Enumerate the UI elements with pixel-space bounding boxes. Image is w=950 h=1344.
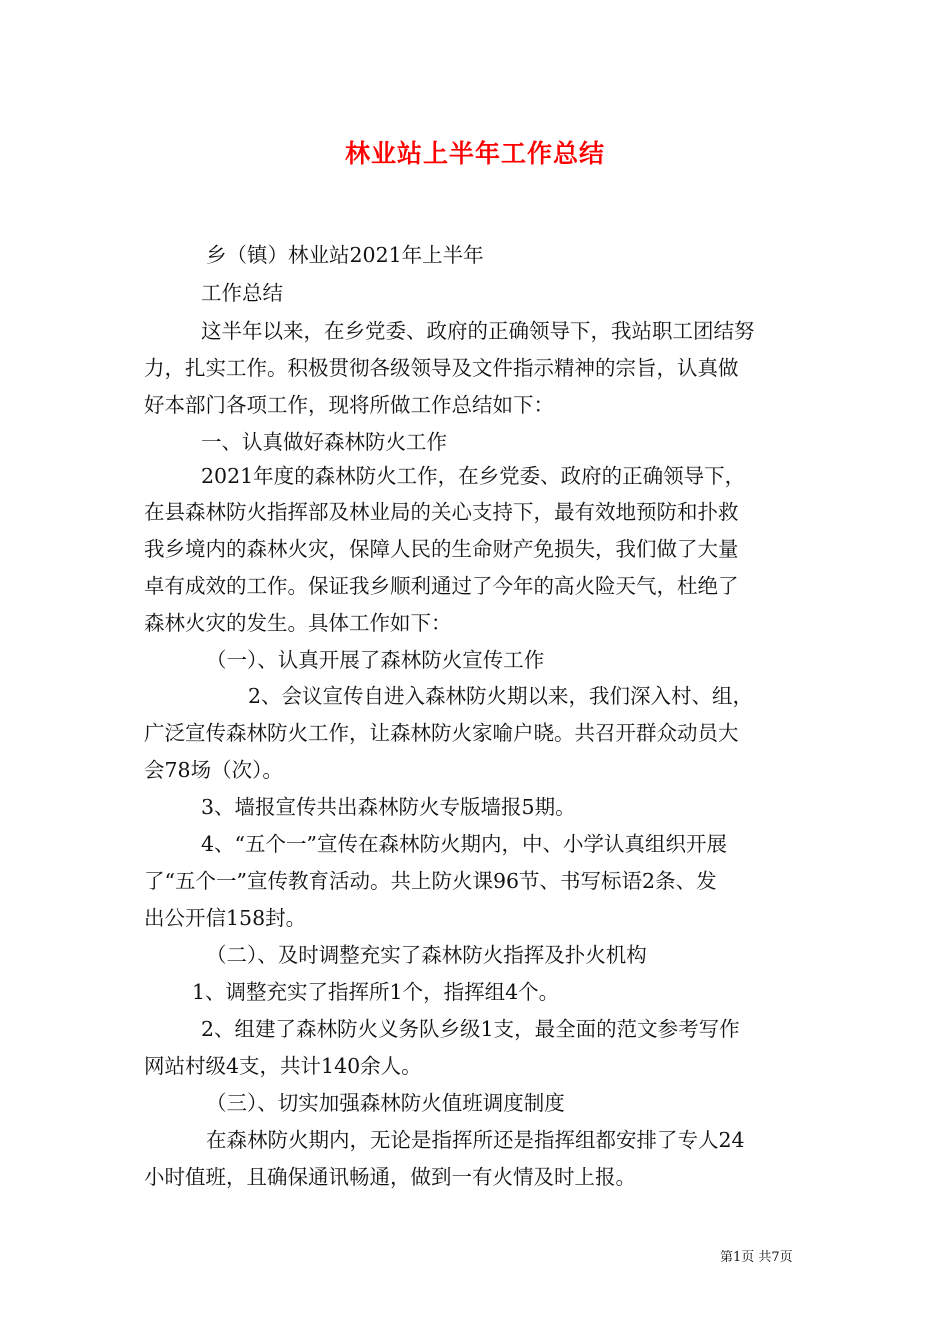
paragraph-line: 了“五个一”宣传教育活动。共上防火课96节、书写标语2条、发 <box>144 869 717 893</box>
subtitle-line-1: 乡（镇）林业站2021年上半年 <box>206 243 484 267</box>
section-heading: 一、认真做好森林防火工作 <box>201 430 447 454</box>
subsection-heading: （一）、认真开展了森林防火宣传工作 <box>206 648 545 672</box>
paragraph-line: 森林火灾的发生。具体工作如下： <box>144 611 452 635</box>
paragraph-line: 4、“五个一”宣传在森林防火期内，中、小学认真组织开展 <box>201 832 728 856</box>
document-title: 林业站上半年工作总结 <box>344 139 605 168</box>
paragraph-line: 小时值班，且确保通讯畅通，做到一有火情及时上报。 <box>144 1165 636 1189</box>
subsection-heading: （二）、及时调整充实了森林防火指挥及扑火机构 <box>206 943 647 967</box>
paragraph-line: 我乡境内的森林火灾，保障人民的生命财产免损失，我们做了大量 <box>144 537 739 561</box>
paragraph-line: 出公开信158封。 <box>144 906 307 930</box>
paragraph-line: 网站村级4支，共计140余人。 <box>144 1054 422 1078</box>
paragraph-line: 2、组建了森林防火义务队乡级1支，最全面的范文参考写作 <box>201 1017 740 1041</box>
paragraph-line: 力，扎实工作。积极贯彻各级领导及文件指示精神的宗旨，认真做 <box>144 356 739 380</box>
paragraph-line: 卓有成效的工作。保证我乡顺利通过了今年的高火险天气，杜绝了 <box>144 574 739 598</box>
paragraph-line: 好本部门各项工作，现将所做工作总结如下： <box>144 393 554 417</box>
paragraph-line: 3、墙报宣传共出森林防火专版墙报5期。 <box>201 795 576 819</box>
paragraph-line: 在森林防火期内，无论是指挥所还是指挥组都安排了专人24 <box>206 1128 745 1152</box>
paragraph-line: 2021年度的森林防火工作，在乡党委、政府的正确领导下， <box>201 464 746 488</box>
paragraph-line: 在县森林防火指挥部及林业局的关心支持下，最有效地预防和扑救 <box>144 500 739 524</box>
paragraph-line: 会78场（次）。 <box>144 758 283 782</box>
subtitle-line-2: 工作总结 <box>201 281 283 305</box>
paragraph-line: 2、会议宣传自进入森林防火期以来，我们深入村、组， <box>248 684 754 708</box>
subsection-heading: （三）、切实加强森林防火值班调度制度 <box>206 1091 565 1115</box>
page-number: 第1页 共7页 <box>720 1250 793 1265</box>
paragraph-line: 这半年以来，在乡党委、政府的正确领导下，我站职工团结努 <box>201 319 755 343</box>
paragraph-line: 1、调整充实了指挥所1个，指挥组4个。 <box>192 980 560 1004</box>
paragraph-line: 广泛宣传森林防火工作，让森林防火家喻户晓。共召开群众动员大 <box>144 721 739 745</box>
